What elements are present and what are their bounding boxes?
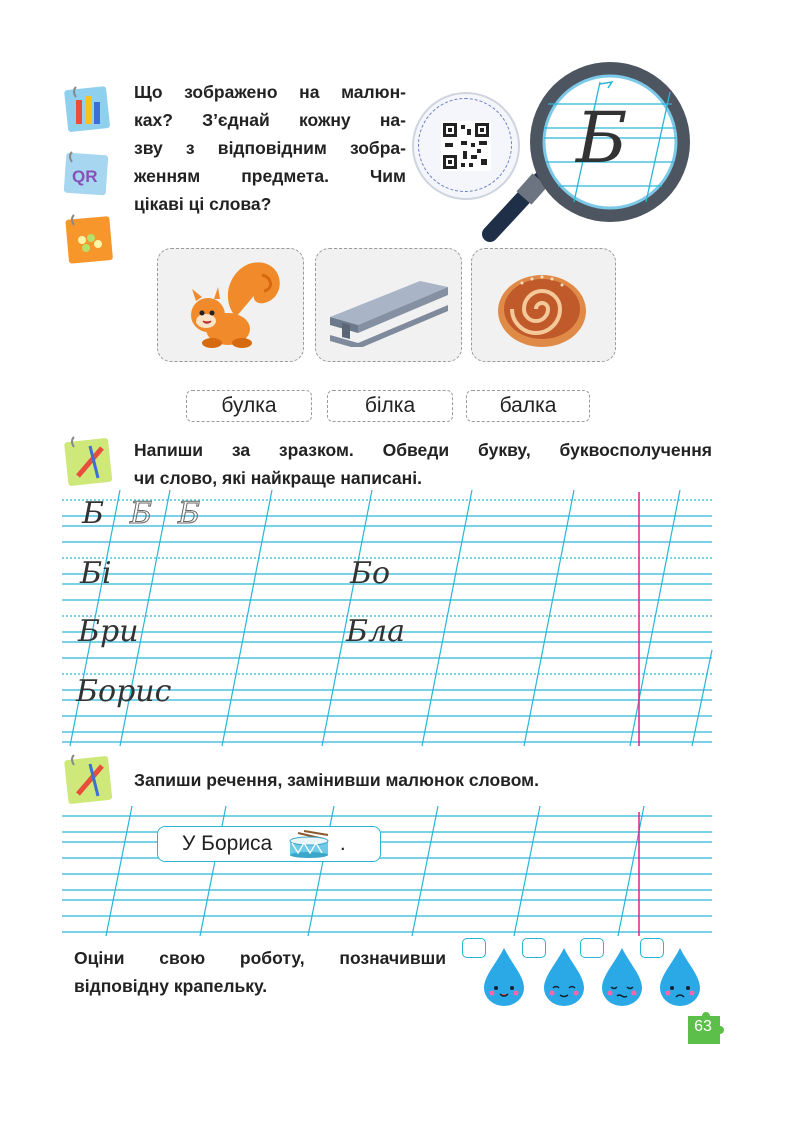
page-number: 63 [694, 1018, 712, 1035]
sample-syllable-bla: Бла [346, 614, 406, 649]
magnifier-letter: Б [576, 97, 628, 179]
task1-line: зву з відповідним зобра- [134, 138, 406, 158]
magnifier-icon [480, 62, 720, 252]
drop-happy-icon [484, 948, 524, 1006]
task1-line: цікаві ці слова? [134, 194, 272, 214]
rating-drops [478, 946, 718, 1008]
sample-syllable-bry: Бри [78, 614, 139, 649]
task1-instruction [134, 78, 406, 218]
word-card-balka[interactable]: балка [466, 390, 590, 422]
sentence-end: . [339, 832, 346, 855]
self-assessment-line: Оціни свою роботу, позначивши [74, 948, 446, 968]
picture-card-squirrel[interactable] [157, 248, 304, 362]
task3-instruction: Запиши речення, замінивши малюнок словом. [134, 770, 539, 790]
pencil-sticker-icon-2 [62, 752, 114, 804]
drop-sad-icon [660, 948, 700, 1006]
drop-unsure-icon [602, 948, 642, 1006]
task2-instruction [134, 436, 712, 492]
picture-card-bun[interactable] [471, 248, 616, 362]
qr-sticker-label: QR [72, 167, 98, 186]
steel-beam-icon [324, 267, 454, 347]
task2-line: Напиши за зразком. Обведи букву, буквосполучення [134, 440, 712, 460]
trace-letter[interactable]: Б [178, 496, 201, 531]
sentence-start: У Бориса [182, 832, 273, 855]
trace-letter[interactable]: Б [130, 496, 153, 531]
sample-syllable-bi: Бі [80, 556, 112, 591]
sample-word-borys: Борис [76, 674, 172, 709]
pencil-sticker-icon [62, 434, 114, 486]
self-assessment-text [74, 944, 446, 1000]
page-number-badge [684, 1012, 724, 1042]
sentence-box[interactable] [157, 826, 381, 862]
game-sticker-icon [62, 212, 114, 264]
drop-content-icon [544, 948, 584, 1006]
qr-sticker-icon [60, 148, 112, 200]
task1-line: женням предмета. Чим [134, 166, 406, 186]
drum-icon [284, 829, 334, 859]
task1-line: ках? З’єднай кожну на- [134, 110, 406, 130]
task2-line: чи слово, які найкраще написані. [134, 468, 422, 488]
word-card-bulka[interactable]: булка [186, 390, 312, 422]
word-card-bilka[interactable]: білка [327, 390, 453, 422]
picture-card-beam[interactable] [315, 248, 462, 362]
handwriting-lines-task3 [0, 806, 800, 938]
bun-icon [492, 261, 592, 351]
sample-letter: Б [82, 496, 105, 531]
self-assessment-line: відповідну крапельку. [74, 976, 268, 996]
art-tools-sticker-icon [62, 82, 114, 134]
sample-syllable-bo: Бо [350, 556, 391, 591]
task1-line: Що зображено на малюн- [134, 82, 406, 102]
squirrel-icon [176, 255, 286, 355]
